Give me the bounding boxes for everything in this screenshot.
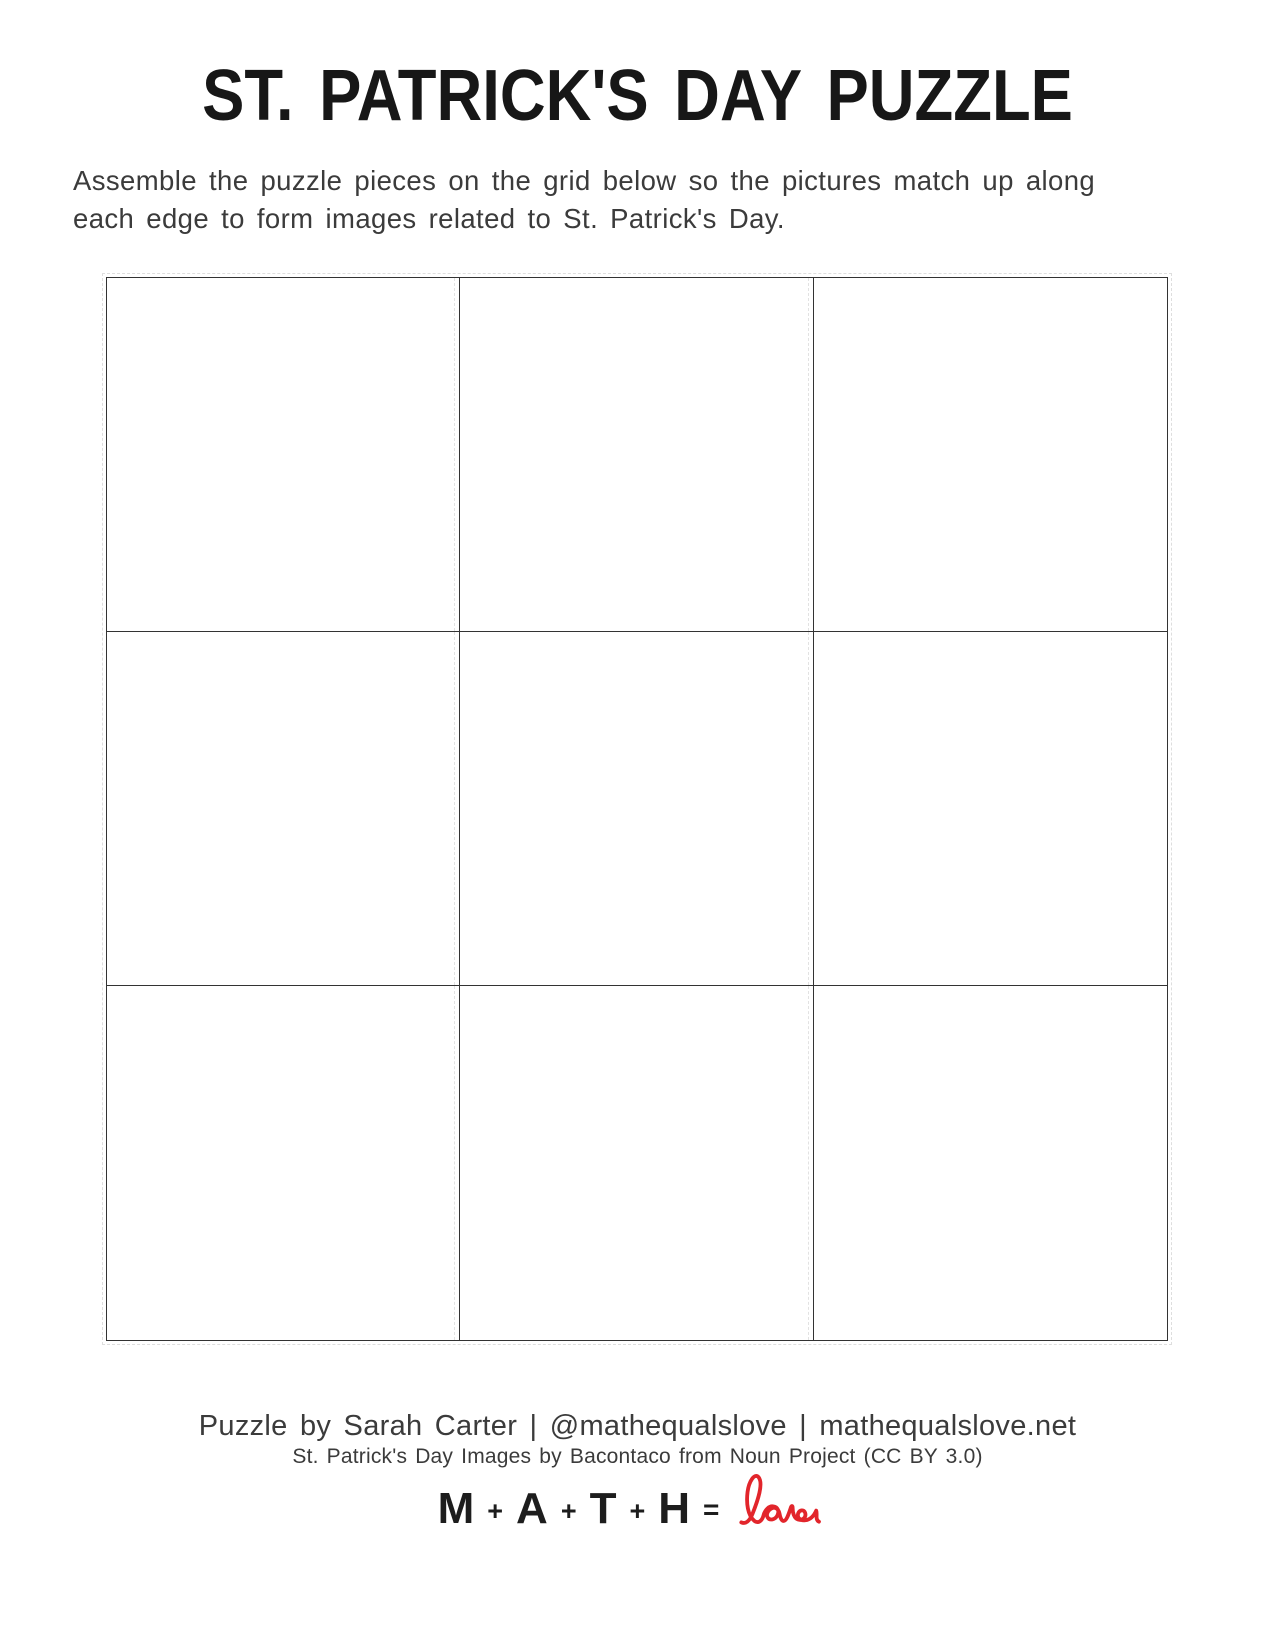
puzzle-grid-cell [814,278,1167,632]
page-title: ST. PATRICK'S DAY PUZZLE [202,56,1073,136]
logo-letter-a: A [516,1484,548,1533]
puzzle-grid-cell [460,278,813,632]
logo-letter-m: M [437,1484,475,1533]
puzzle-grid-cell [814,632,1167,986]
puzzle-grid-cell [107,278,460,632]
puzzle-grid-cell [814,986,1167,1340]
math-equals-love-logo [0,1473,1275,1545]
puzzle-grid-cell [107,986,460,1340]
instructions-line-1: Assemble the puzzle pieces on the grid below so the pictures match up along [73,165,1096,196]
love-script-word [733,1471,837,1537]
puzzle-grid-cell [107,632,460,986]
instructions-line-2: each edge to form images related to St. Patrick's Day. [73,202,785,234]
logo-equals-sign: = [703,1494,720,1525]
logo-plus-icon: + [560,1495,577,1526]
footer-attribution: St. Patrick's Day Images by Bacontaco from Noun Project (CC BY 3.0) [292,1445,983,1468]
logo-plus-icon: + [629,1495,646,1526]
logo-plus-icon: + [487,1495,504,1526]
footer-credit: Puzzle by Sarah Carter | @mathequalslove | mathequalslove.net [198,1410,1077,1442]
puzzle-grid-cell [460,986,813,1340]
puzzle-grid [106,277,1168,1341]
logo-letter-h: H [658,1484,691,1533]
logo-letter-t: T [589,1484,617,1533]
instructions [73,162,1215,237]
puzzle-grid-cell [460,632,813,986]
